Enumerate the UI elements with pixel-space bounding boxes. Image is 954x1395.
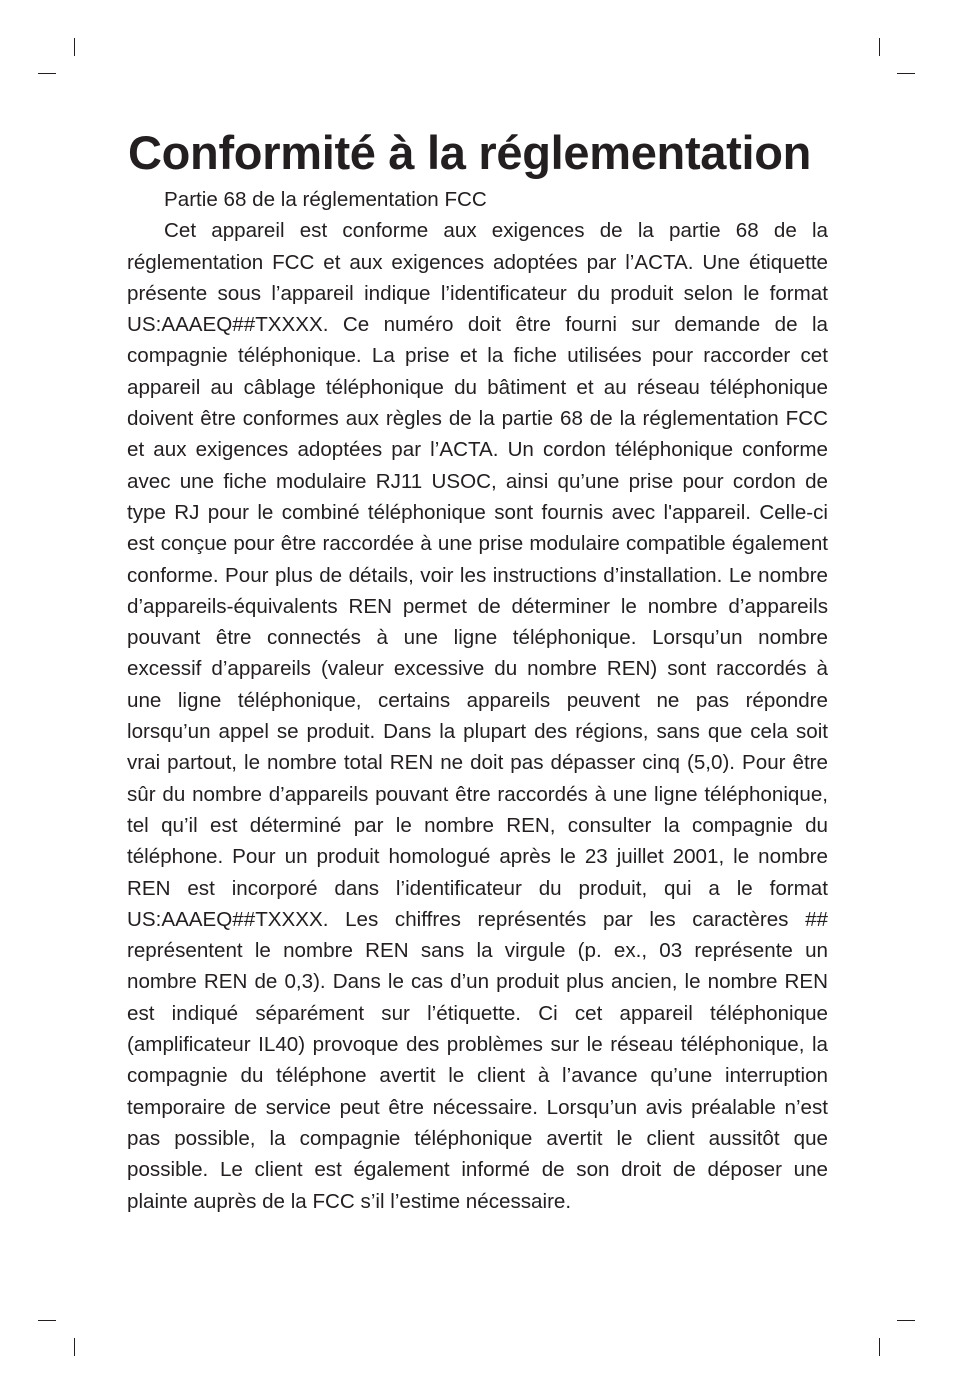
section-heading: Partie 68 de la réglementation FCC bbox=[164, 188, 487, 211]
regulation-paragraph: Cet appareil est conforme aux exigences de la partie 68 de la réglementation FCC et aux exigences adoptées par l’ACTA. Une étiquette présente sous l’appareil indique l’identificateur du produit selon le format US:AAAEQ##TXXXX. Ce numéro doit être fourni sur demande de la compagnie téléphonique. La prise et la fiche utilisées pour raccorder cet appareil au câblage téléphonique du bâtiment et au réseau téléphonique doivent être conformes aux règles de la partie 68 de la réglementation FCC et aux exigences adoptées par l’ACTA. Un cordon téléphonique conforme avec une fiche modulaire RJ11 USOC, ainsi qu’une prise pour cordon de type RJ pour le combiné téléphonique sont fournis avec l'appareil. Celle-ci est conçue pour être raccordée à une prise modulaire compatible également conforme. Pour plus de détails, voir les instructions d’installation. Le nombre d’appareils-équivalents REN permet de déterminer le nombre d’appareils pouvant être connectés à une ligne téléphonique. Lorsqu’un nombre excessif d’appareils (valeur excessive du nombre REN) sont raccordés à une ligne téléphonique, certains appareils peuvent ne pas répondre lorsqu’un appel se produit. Dans la plupart des régions, sans que cela soit vrai partout, le nombre total REN ne doit pas dépasser cinq (5,0). Pour être sûr du nombre d’appareils pouvant être raccordés à une ligne téléphonique, tel qu’il est déterminé par le nombre REN, consulter la compagnie du téléphone. Pour un produit homologué après le 23 juillet 2001, le nombre REN est incorporé dans l’identificateur du produit, qui a le format US:AAAEQ##TXXXX. Les chiffres représentés par les caractères ## représentent le nombre REN sans la virgule (p. ex., 03 représente un nombre REN de 0,3). Dans le cas d’un produit plus ancien, le nombre REN est indiqué séparément sur l’étiquette. Ci cet appareil téléphonique (amplificateur IL40) provoque des problèmes sur le réseau téléphonique, la compagnie du téléphone avertit le client à l’avance qu’une interruption temporaire de service peut être nécessaire. Lorsqu’un avis préalable n’est pas possible, la compagnie téléphonique avertit le client aussitôt que possible. Le client est également informé de son droit de déposer une plainte auprès de la FCC s’il l’estime nécessaire. bbox=[127, 219, 828, 1213]
crop-mark-bottom-left-vertical bbox=[74, 1338, 75, 1356]
page-title: Conformité à la réglementation bbox=[128, 126, 812, 179]
crop-mark-bottom-left-horizontal bbox=[38, 1320, 56, 1321]
crop-mark-top-right-vertical bbox=[879, 38, 880, 56]
crop-mark-top-left-vertical bbox=[74, 38, 75, 56]
crop-mark-bottom-right-horizontal bbox=[897, 1320, 915, 1321]
crop-mark-bottom-right-vertical bbox=[879, 1338, 880, 1356]
crop-mark-top-right-horizontal bbox=[897, 73, 915, 74]
crop-mark-top-left-horizontal bbox=[38, 73, 56, 74]
body-text bbox=[127, 184, 828, 1217]
